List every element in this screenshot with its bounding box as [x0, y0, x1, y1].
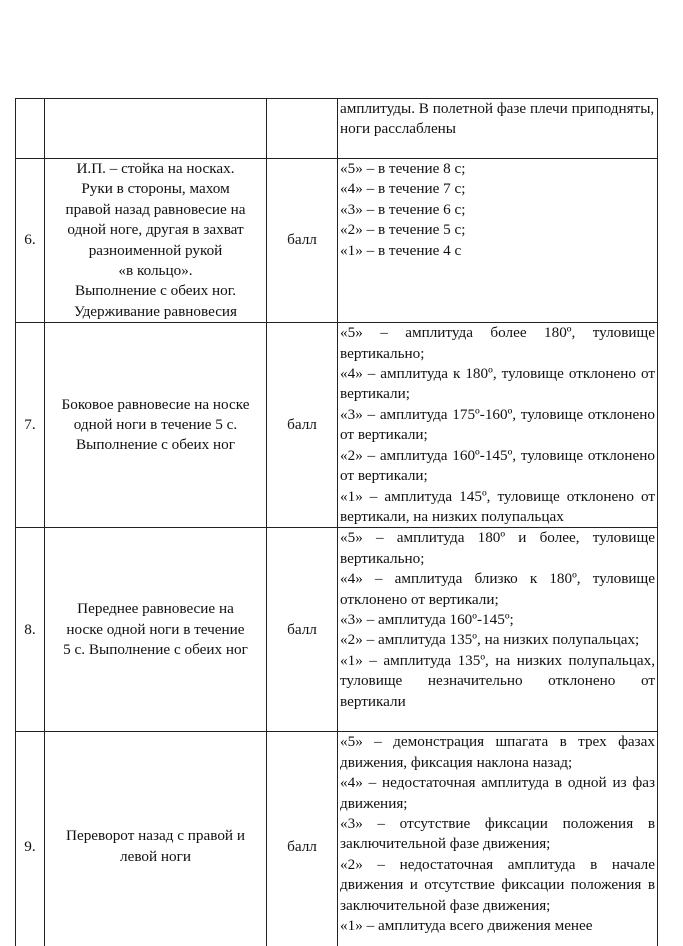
criteria-cell — [338, 99, 658, 159]
criteria-line: амплитуды. В полетной фазе плечи приподняты, ноги расслаблены — [340, 100, 655, 138]
exercise-line: Удерживание равновесия — [73, 302, 238, 320]
criteria-line: «2» – недостаточная амплитуда в начале движения и отсутствие фиксации положения в заключительной фазе движения; — [340, 855, 655, 914]
criteria-line: «4» – недостаточная амплитуда в одной из фаз движения; — [340, 774, 655, 812]
unit-cell: балл — [267, 732, 338, 946]
exercise-line: Выполнение с обеих ног — [76, 436, 235, 454]
criteria-line: «1» – амплитуда всего движения менее — [340, 916, 593, 934]
criteria-cell — [338, 159, 658, 323]
table-row — [16, 99, 658, 159]
criteria-line: «5» – амплитуда 180º и более, туловище вертикально; — [340, 529, 655, 567]
unit-cell: балл — [267, 323, 338, 528]
row-number-cell: 7. — [16, 323, 45, 528]
exercise-line: И.П. – стойка на носках. — [76, 160, 235, 177]
exercise-line: разноименной рукой — [88, 241, 223, 259]
criteria-line: «3» – отсутствие фиксации положения в заключительной фазе движения; — [340, 814, 655, 853]
unit-cell: балл — [267, 159, 338, 323]
criteria-line: «3» – в течение 6 с; — [340, 200, 466, 218]
exercise-line: 5 с. Выполнение с обеих ног — [63, 641, 248, 659]
criteria-line: «1» – амплитуда 145º, туловище отклонено от вертикали, на низких полупальцах — [340, 487, 655, 525]
criteria-line: «5» – амплитуда более 180º, туловище вертикально; — [340, 324, 655, 362]
exercise-cell — [45, 323, 267, 528]
exercise-line: носке одной ноги в течение — [66, 620, 245, 638]
table-row — [16, 323, 658, 528]
exercise-cell — [45, 99, 267, 159]
exercise-cell — [45, 732, 267, 946]
criteria-line: «4» – амплитуда к 180º, туловище отклонено от вертикали; — [340, 365, 655, 403]
exercise-standards-table — [15, 98, 658, 946]
criteria-line: «4» – амплитуда близко к 180º, туловище отклонено от вертикали; — [340, 570, 655, 608]
exercise-line: Руки в стороны, махом — [81, 180, 230, 198]
unit-cell — [267, 99, 338, 159]
criteria-cell — [338, 528, 658, 732]
exercise-cell — [45, 528, 267, 732]
exercise-line: «в кольцо». — [118, 262, 193, 280]
exercise-line: Переворот назад с правой и — [66, 827, 245, 845]
row-number-cell: 8. — [16, 528, 45, 732]
row-number-cell — [16, 99, 45, 159]
exercise-cell — [45, 159, 267, 323]
table-row — [16, 732, 658, 946]
table-row — [16, 159, 658, 323]
criteria-line: «5» – демонстрация шпагата в трех фазах движения, фиксация наклона назад; — [340, 733, 655, 771]
criteria-line: «2» – в течение 5 с; — [340, 221, 466, 239]
exercise-line: одной ноги в течение 5 с. — [73, 416, 238, 434]
criteria-line: «3» – амплитуда 175º-160º, туловище отклонено от вертикали; — [340, 405, 655, 444]
exercise-line: Выполнение с обеих ног. — [74, 282, 237, 300]
criteria-line: «2» – амплитуда 135º, на низких полупальцах; — [340, 631, 640, 649]
exercise-line: Боковое равновесие на носке — [61, 395, 250, 413]
exercise-line: одной ноге, другая в захват — [67, 221, 244, 239]
criteria-line: «1» – амплитуда 135º, на низких полупальцах, туловище незначительно отклонено от вертикали — [340, 651, 655, 710]
exercise-line: Переднее равновесие на — [77, 600, 234, 618]
table-row — [16, 528, 658, 732]
exercise-line: левой ноги — [120, 847, 191, 865]
criteria-line: «1» – в течение 4 с — [340, 241, 462, 259]
criteria-cell — [338, 732, 658, 946]
criteria-cell — [338, 323, 658, 528]
criteria-line: «5» – в течение 8 с; — [340, 160, 466, 177]
unit-cell: балл — [267, 528, 338, 732]
criteria-line: «3» – амплитуда 160º-145º; — [340, 610, 514, 628]
exercise-line: правой назад равновесие на — [65, 200, 246, 218]
criteria-line: «4» – в течение 7 с; — [340, 180, 466, 198]
row-number-cell: 9. — [16, 732, 45, 946]
row-number-cell: 6. — [16, 159, 45, 323]
criteria-line: «2» – амплитуда 160º-145º, туловище отклонено от вертикали; — [340, 446, 655, 485]
